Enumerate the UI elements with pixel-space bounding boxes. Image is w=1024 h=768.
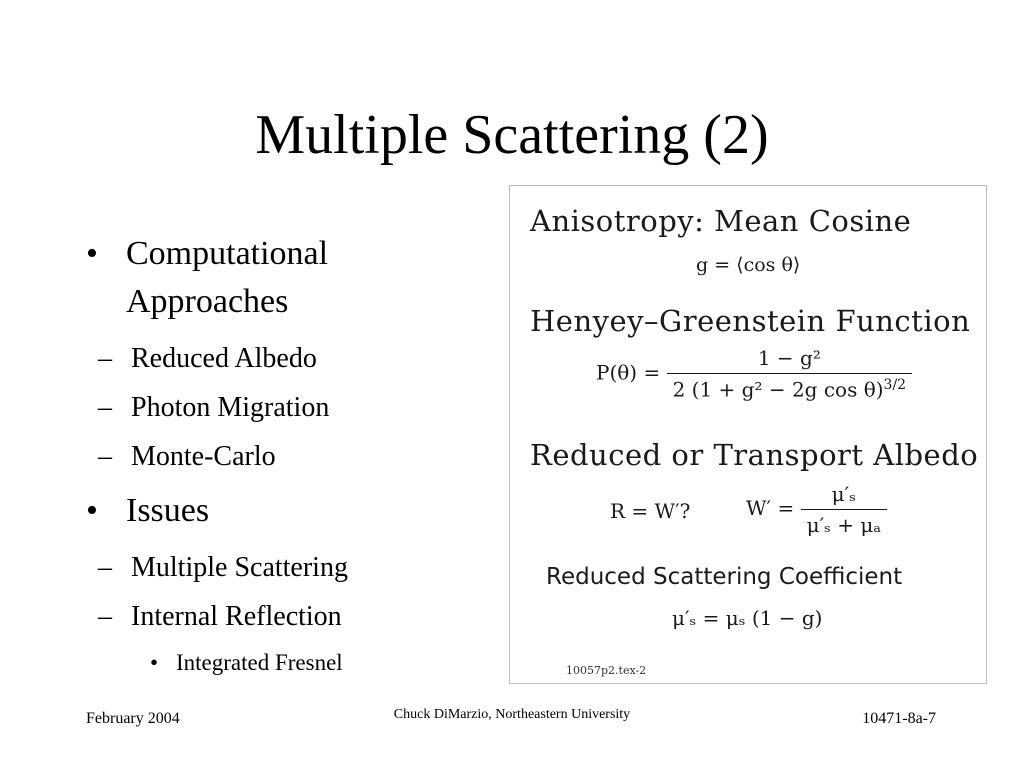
sub-bullet-internal-reflection	[46, 592, 486, 641]
bullet-text: Computational Approaches	[126, 235, 329, 320]
sub-sub-bullet-integrated-fresnel	[46, 641, 486, 685]
dash-marker: –	[98, 601, 112, 632]
equation-henyey-greenstein	[596, 346, 912, 402]
dash-marker: –	[98, 552, 112, 583]
footer-author: Chuck DiMarzio, Northeastern University	[393, 707, 631, 722]
equation-albedo-w	[746, 482, 887, 537]
formula-panel	[509, 185, 987, 684]
sub-sub-bullet-text: Integrated Fresnel	[176, 650, 343, 675]
sub-bullet-monte-carlo	[46, 432, 486, 481]
denominator: μ′ₛ + μₐ	[801, 509, 887, 537]
heading-henyey-greenstein: Henyey–Greenstein Function	[530, 304, 971, 338]
dash-marker: –	[98, 392, 112, 423]
numerator: μ′ₛ	[831, 482, 856, 506]
sub-bullet-reduced-albedo	[46, 334, 486, 383]
slide-title: Multiple Scattering (2)	[255, 104, 769, 166]
equation-albedo-r: R = W′?	[610, 499, 691, 523]
sub-bullet-text: Photon Migration	[131, 392, 330, 423]
bullet-list	[86, 230, 486, 685]
bullet-issues	[86, 487, 486, 535]
dash-marker: –	[98, 441, 112, 472]
file-note: 10057p2.tex-2	[566, 664, 647, 677]
equation-scattering-coefficient: μ′ₛ = μₛ (1 − g)	[672, 606, 823, 630]
dash-marker: –	[98, 343, 112, 374]
equation-lhs: W′ =	[746, 496, 795, 520]
sub-bullet-multiple-scattering	[46, 543, 486, 592]
equation-lhs: P(θ) =	[596, 360, 661, 385]
bullet-marker: •	[86, 235, 98, 272]
footer-date: February 2004	[86, 710, 180, 727]
sub-bullet-text: Reduced Albedo	[131, 343, 317, 374]
sub-bullet-text: Monte-Carlo	[131, 441, 276, 472]
sub-bullet-photon-migration	[46, 383, 486, 432]
heading-anisotropy: Anisotropy: Mean Cosine	[530, 204, 912, 238]
exponent: 3/2	[883, 377, 907, 393]
sub-bullet-text: Multiple Scattering	[131, 552, 348, 583]
bullet-marker: •	[86, 492, 98, 529]
heading-albedo: Reduced or Transport Albedo	[530, 438, 979, 472]
numerator: 1 − g²	[757, 346, 821, 370]
bullet-marker: •	[150, 650, 159, 675]
denominator: 2 (1 + g² − 2g cos θ)$^{3/2}$	[667, 373, 913, 402]
equation-mean-cosine: g = ⟨cos θ⟩	[696, 254, 801, 276]
sub-bullet-text: Internal Reflection	[131, 601, 342, 632]
bullet-computational-approaches	[86, 230, 486, 326]
fraction	[801, 482, 887, 537]
bullet-text: Issues	[126, 492, 210, 529]
footer-code: 10471-8a-7	[862, 710, 936, 727]
fraction	[667, 346, 913, 402]
heading-scattering-coefficient: Reduced Scattering Coefficient	[546, 564, 903, 590]
